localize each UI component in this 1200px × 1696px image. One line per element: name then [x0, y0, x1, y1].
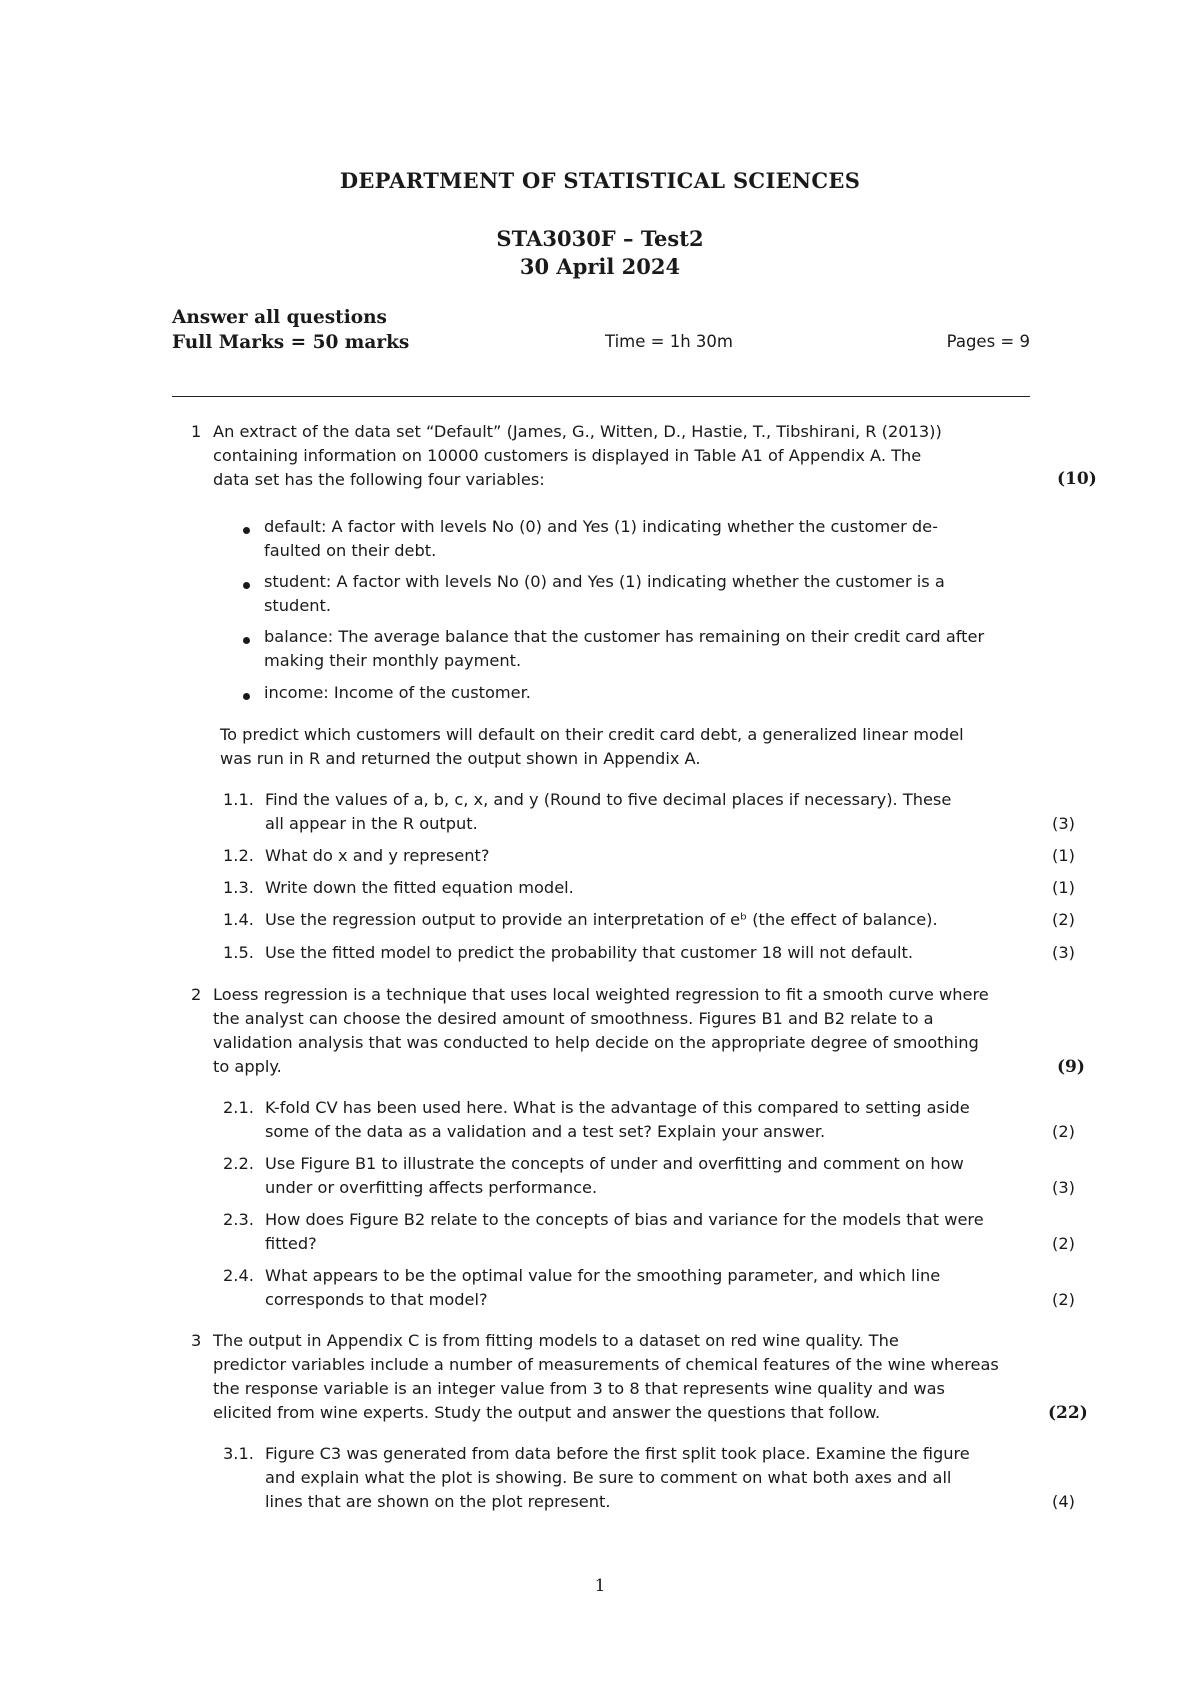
subquestion-number: 2.3.	[223, 1210, 254, 1229]
subquestion-number: 1.3.	[223, 878, 254, 897]
subquestion-text: Figure C3 was generated from data before the first split took place. Examine the figure	[265, 1444, 970, 1463]
subquestion-number: 1.5.	[223, 943, 254, 962]
subquestion-number: 1.2.	[223, 846, 254, 865]
subquestion-marks: (3)	[1052, 814, 1075, 833]
subquestion-text: Use the fitted model to predict the probability that customer 18 will not default.	[265, 943, 914, 962]
bullet-icon	[243, 527, 250, 534]
question-number: 3	[191, 1331, 202, 1350]
text-line: containing information on 10000 customers is displayed in Table A1 of Appendix A. The	[213, 446, 922, 465]
subquestion-text: all appear in the R output.	[265, 814, 478, 833]
question-number: 2	[191, 985, 202, 1004]
time-allowed: Time = 1h 30m	[605, 332, 733, 351]
subquestion-marks: (2)	[1052, 1122, 1075, 1141]
subquestion-marks: (3)	[1052, 943, 1075, 962]
text-line: data set has the following four variables:	[213, 470, 545, 489]
text-line: validation analysis that was conducted to help decide on the appropriate degree of smoothing	[213, 1033, 979, 1052]
text-line: The output in Appendix C is from fitting models to a dataset on red wine quality. The	[213, 1331, 899, 1350]
bullet-text: income: Income of the customer.	[264, 683, 531, 702]
course-title: STA3030F – Test2	[496, 226, 704, 251]
bullet-text: student.	[264, 596, 332, 615]
question-marks: (9)	[1057, 1057, 1085, 1077]
paragraph-line: was run in R and returned the output shown in Appendix A.	[220, 749, 701, 768]
subquestion-text: under or overfitting affects performance.	[265, 1178, 598, 1197]
subquestion-text: Use Figure B1 to illustrate the concepts of under and overfitting and comment on how	[265, 1154, 964, 1173]
horizontal-rule	[172, 396, 1030, 397]
question-marks: (22)	[1048, 1403, 1088, 1423]
subquestion-text: and explain what the plot is showing. Be sure to comment on what both axes and all	[265, 1468, 952, 1487]
paragraph-line: To predict which customers will default on their credit card debt, a generalized linear model	[220, 725, 964, 744]
subquestion-text: How does Figure B2 relate to the concepts of bias and variance for the models that were	[265, 1210, 984, 1229]
text-line: predictor variables include a number of measurements of chemical features of the wine whereas	[213, 1355, 999, 1374]
text-line: to apply.	[213, 1057, 282, 1076]
subquestion-marks: (2)	[1052, 1290, 1075, 1309]
bullet-text: balance: The average balance that the customer has remaining on their credit card after	[264, 627, 985, 646]
department-title: DEPARTMENT OF STATISTICAL SCIENCES	[339, 168, 861, 193]
subquestion-text: What do x and y represent?	[265, 846, 490, 865]
text-line: the response variable is an integer value from 3 to 8 that represents wine quality and was	[213, 1379, 945, 1398]
question-marks: (10)	[1057, 469, 1097, 489]
subquestion-number: 2.4.	[223, 1266, 254, 1285]
bullet-icon	[243, 582, 250, 589]
bullet-icon	[243, 693, 250, 700]
exam-info-row	[172, 332, 1030, 358]
subquestion-text: corresponds to that model?	[265, 1290, 488, 1309]
subquestion-marks: (1)	[1052, 878, 1075, 897]
instruction: Answer all questions	[172, 307, 387, 328]
subquestion-number: 1.1.	[223, 790, 254, 809]
bullet-text: making their monthly payment.	[264, 651, 522, 670]
subquestion-text: Use the regression output to provide an interpretation of eᵇ (the effect of balance).	[265, 910, 938, 929]
subquestion-marks: (4)	[1052, 1492, 1075, 1511]
subquestion-text: Write down the fitted equation model.	[265, 878, 574, 897]
subquestion-number: 2.2.	[223, 1154, 254, 1173]
subquestion-text: some of the data as a validation and a test set? Explain your answer.	[265, 1122, 826, 1141]
subquestion-marks: (2)	[1052, 910, 1075, 929]
subquestion-marks: (2)	[1052, 1234, 1075, 1253]
subquestion-text: lines that are shown on the plot represent.	[265, 1492, 611, 1511]
bullet-text: faulted on their debt.	[264, 541, 437, 560]
subquestion-marks: (1)	[1052, 846, 1075, 865]
text-line: the analyst can choose the desired amount of smoothness. Figures B1 and B2 relate to a	[213, 1009, 934, 1028]
bullet-text: student: A factor with levels No (0) and Yes (1) indicating whether the customer is a	[264, 572, 945, 591]
subquestion-text: K-fold CV has been used here. What is the advantage of this compared to setting aside	[265, 1098, 970, 1117]
full-marks: Full Marks = 50 marks	[172, 332, 410, 353]
text-line: Loess regression is a technique that uses local weighted regression to fit a smooth curve where	[213, 985, 989, 1004]
page-number: 1	[594, 1576, 606, 1596]
subquestion-text: fitted?	[265, 1234, 317, 1253]
subquestion-number: 3.1.	[223, 1444, 254, 1463]
subquestion-text: What appears to be the optimal value for the smoothing parameter, and which line	[265, 1266, 941, 1285]
page-count: Pages = 9	[946, 332, 1030, 351]
bullet-icon	[243, 637, 250, 644]
question-number: 1	[191, 422, 202, 441]
subquestion-number: 2.1.	[223, 1098, 254, 1117]
subquestion-text: Find the values of a, b, c, x, and y (Round to five decimal places if necessary). These	[265, 790, 952, 809]
bullet-text: default: A factor with levels No (0) and Yes (1) indicating whether the customer de-	[264, 517, 938, 536]
exam-date: 30 April 2024	[519, 254, 681, 279]
subquestion-number: 1.4.	[223, 910, 254, 929]
subquestion-marks: (3)	[1052, 1178, 1075, 1197]
text-line: An extract of the data set “Default” (James, G., Witten, D., Hastie, T., Tibshirani, R (2013))	[213, 422, 942, 441]
text-line: elicited from wine experts. Study the output and answer the questions that follow.	[213, 1403, 881, 1422]
